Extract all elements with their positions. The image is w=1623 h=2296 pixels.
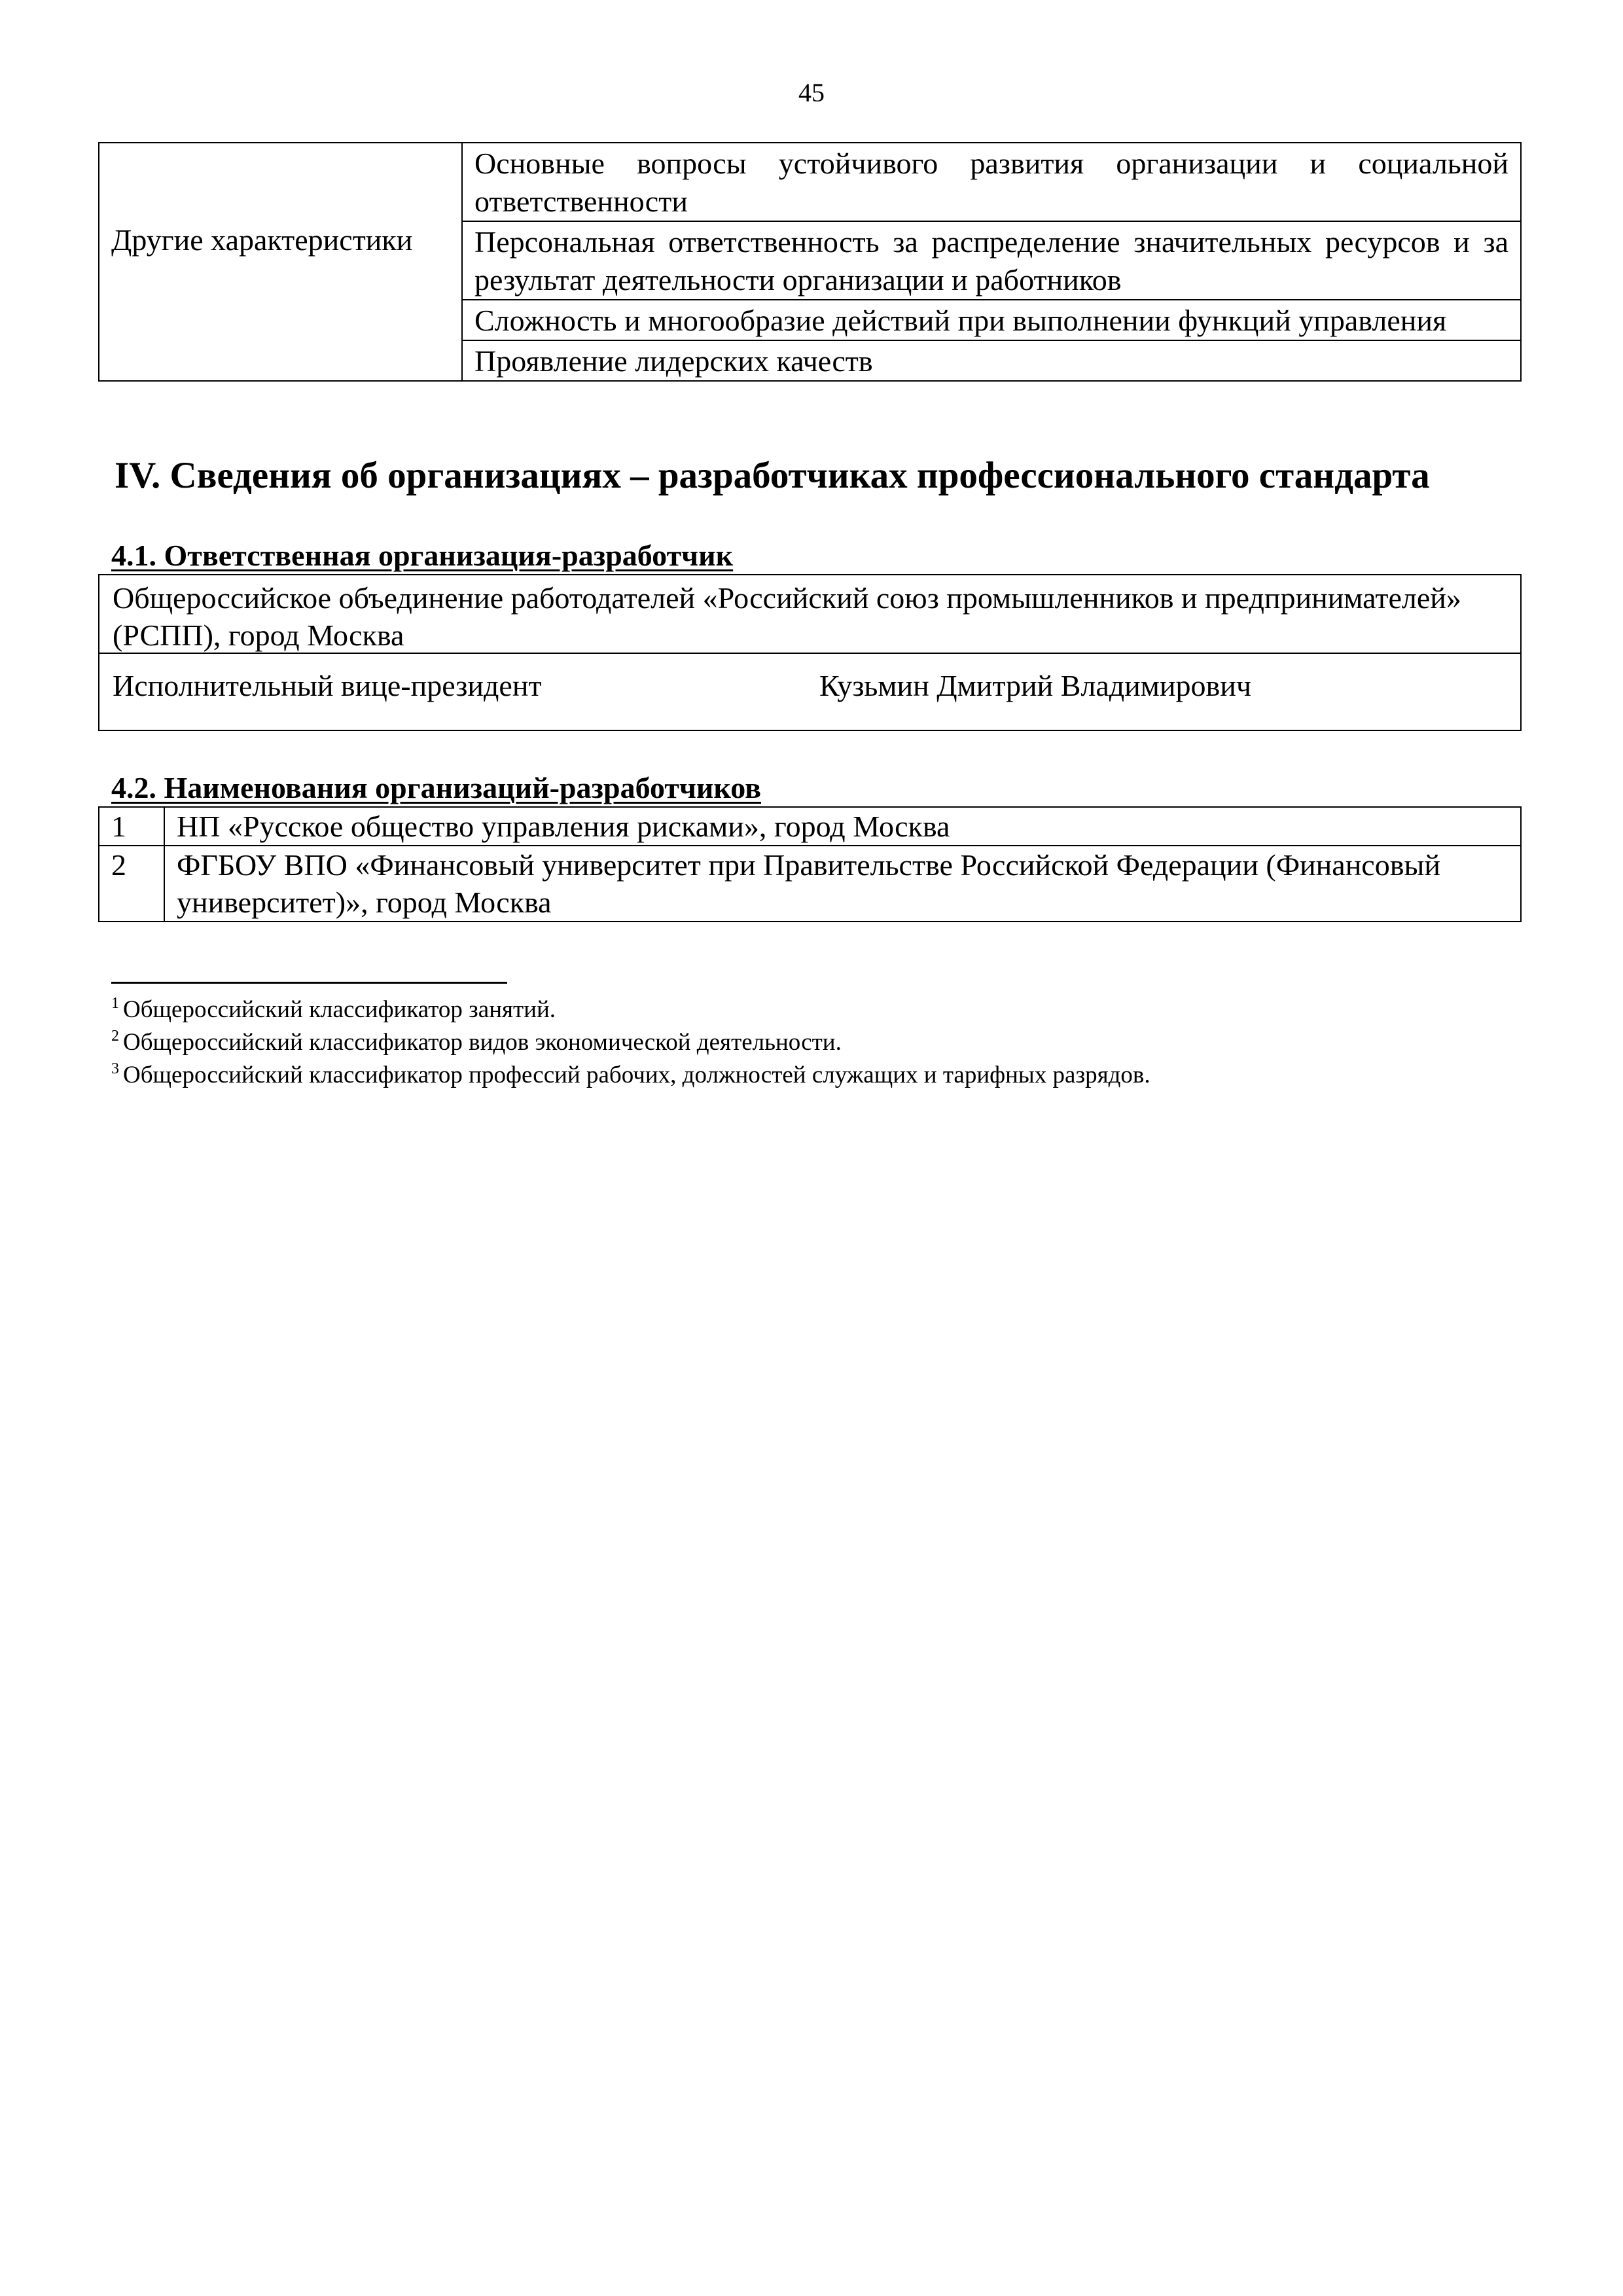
characteristic-text: Персональная ответственность за распределение значительных ресурсов и за результат деятельности организации и работников xyxy=(462,221,1521,300)
person-name: Кузьмин Дмитрий Владимирович xyxy=(819,669,1251,702)
table-row xyxy=(99,221,1521,300)
characteristic-text: Проявление лидерских качеств xyxy=(462,340,1521,381)
footnote-text: Общероссийский классификатор занятий. xyxy=(123,996,556,1023)
footnotes xyxy=(111,994,1150,1092)
row-number: 1 xyxy=(99,807,164,846)
page-number: 45 xyxy=(798,78,825,107)
row-number: 2 xyxy=(99,846,164,922)
footnote-mark: 2 xyxy=(111,1028,119,1045)
developers-heading: 4.2. Наименования организаций-разработчиков xyxy=(111,771,761,804)
footnote-separator xyxy=(111,982,507,984)
characteristic-text: Основные вопросы устойчивого развития организации и социальной ответственности xyxy=(462,143,1521,221)
responsible-org-heading: 4.1. Ответственная организация-разработчик xyxy=(111,539,734,572)
divider xyxy=(99,653,1520,654)
table-cell-empty xyxy=(99,143,462,221)
footnote-mark: 3 xyxy=(111,1060,119,1077)
footnote-text: Общероссийский классификатор профессий рабочих, должностей служащих и тарифных разрядов. xyxy=(123,1062,1150,1088)
developer-name: ФГБОУ ВПО «Финансовый университет при Правительстве Российской Федерации (Финансовый университет)», город Москва xyxy=(164,846,1521,922)
table-row xyxy=(99,846,1521,922)
position-title: Исполнительный вице-президент xyxy=(113,669,542,702)
developers-table xyxy=(98,806,1522,922)
footnote-mark: 1 xyxy=(111,995,119,1012)
footnote xyxy=(111,1026,1150,1059)
responsible-org-box xyxy=(98,574,1522,731)
section-title: IV. Сведения об организациях – разработчиках профессионального стандарта xyxy=(115,455,1430,496)
organization-name: Общероссийское объединение работодателей «Российский союз промышленников и предпринимателей» (РСПП), город Москва xyxy=(113,581,1461,652)
table-row xyxy=(99,807,1521,846)
table-row xyxy=(99,143,1521,221)
footnote xyxy=(111,994,1150,1026)
other-characteristics-table xyxy=(98,142,1522,382)
developer-name: НП «Русское общество управления рисками», город Москва xyxy=(164,807,1521,846)
footnote xyxy=(111,1059,1150,1092)
footnote-text: Общероссийский классификатор видов экономической деятельности. xyxy=(123,1029,842,1056)
characteristics-label: Другие характеристики xyxy=(99,221,462,381)
characteristic-text: Сложность и многообразие действий при выполнении функций управления xyxy=(462,300,1521,340)
